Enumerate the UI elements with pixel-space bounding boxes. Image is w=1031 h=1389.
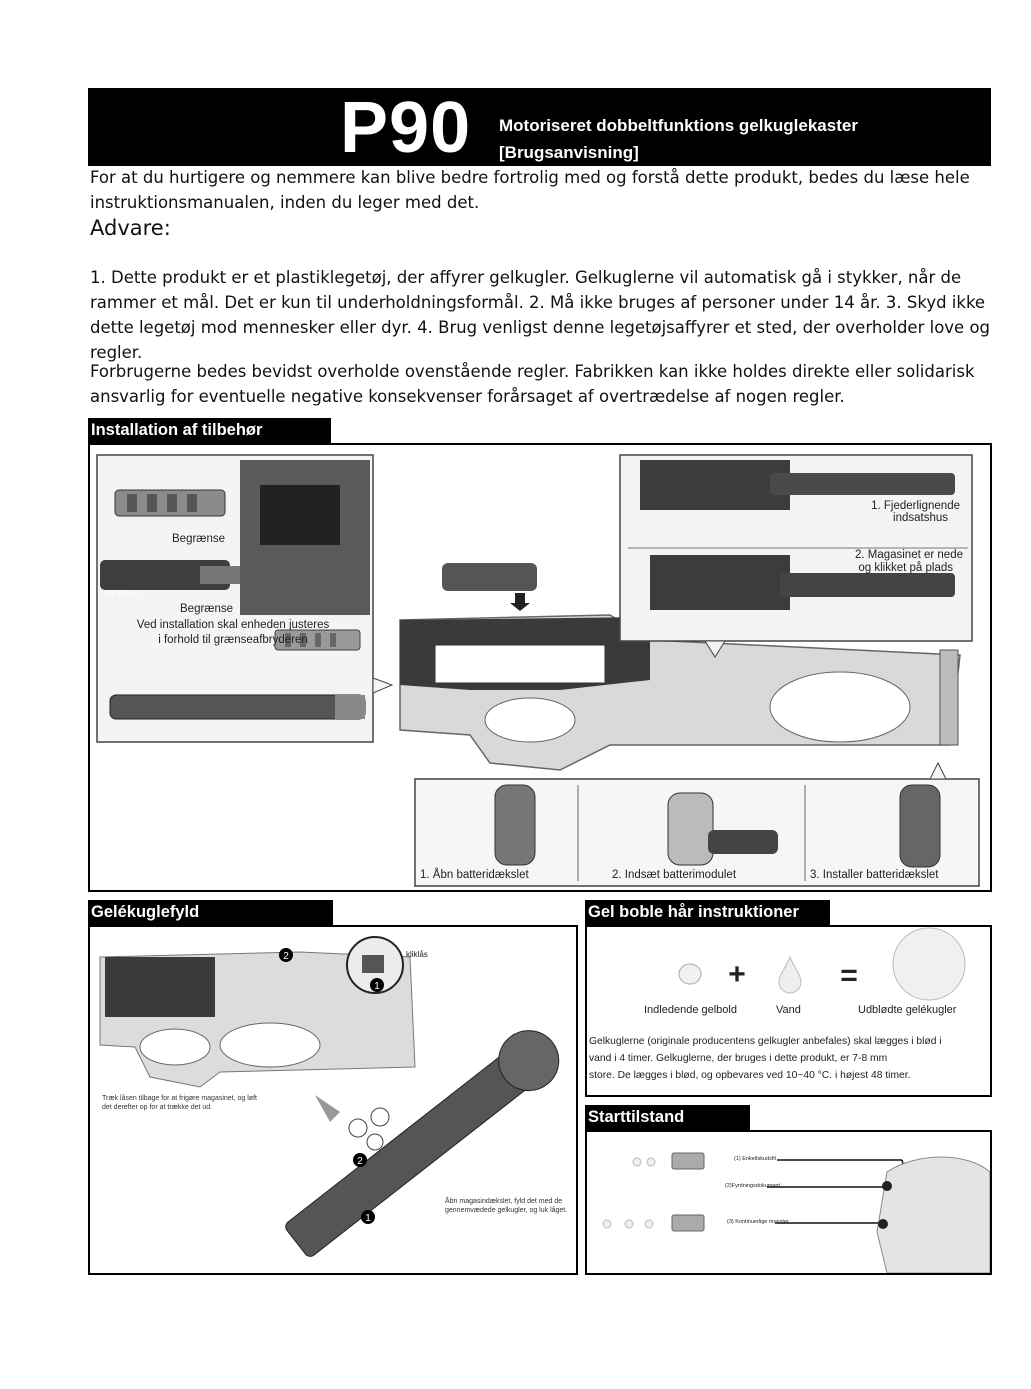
inset-pointer — [373, 678, 392, 693]
lock-label: kliklås — [406, 950, 428, 959]
bubble-diagram — [587, 927, 990, 1012]
limit-label-1: Begrænse — [172, 533, 226, 545]
single-shot-part-icon — [672, 1153, 704, 1169]
installation-panel — [88, 443, 992, 892]
battery-step-2: 2. Indsæt batterimodulet — [612, 869, 737, 881]
limit-label-2: Begrænse — [180, 603, 234, 615]
title-banner — [88, 88, 991, 166]
svg-text:2: 2 — [283, 951, 289, 962]
adjust-line-1: Ved installation skal enheden justeres — [136, 619, 330, 631]
bubble-panel — [585, 925, 992, 1097]
bubble-line-2: vand i 4 timer. Gelkuglerne, der bruges i dette produkt, er 7-8 mm — [589, 1053, 888, 1064]
bubble-line-1: Gelkuglerne (originale producentens gelkugler anbefales) skal lægges i blød i — [589, 1036, 942, 1047]
bubble-instructions — [589, 1033, 942, 1084]
battery-cover-close-icon — [900, 785, 940, 867]
equals-symbol: = — [840, 959, 858, 992]
soaked-gel-ball-icon — [893, 928, 965, 1000]
installation-heading: Installation af tilbehør — [88, 418, 331, 443]
scope-part — [442, 563, 537, 591]
start-heading: Starttilstand — [585, 1105, 750, 1130]
battery-cover-open-icon — [495, 785, 535, 865]
barrel-tip-icon — [100, 560, 240, 590]
barrel-tube-icon — [110, 695, 365, 719]
down-right-arrow-icon — [315, 1095, 340, 1122]
label-initial-gel: Indledende gelbold — [644, 1004, 737, 1016]
battery-step-3: 3. Installer batteridækslet — [810, 869, 939, 881]
compliance-paragraph: Forbrugerne bedes bevidst overholde ovenstående regler. Fabrikken kan ikke holdes direkte eller solidarisk ansvarlig for eventuelle negative konsekvenser forårsaget af overtrædelse af nogen regler. — [90, 362, 975, 406]
svg-text:1: 1 — [365, 1213, 371, 1224]
intro-paragraph: For at du hurtigere og nemmere kan blive bedre fortrolig med og forstå dette produkt, bedes du læse hele instruktionsmanualen, inden du leger med det. — [90, 168, 970, 212]
open-instruction: Åbn magasindækslet, fyld det med de gennemvædede gelkugler, og luk låget. — [445, 1198, 568, 1214]
gelfill-panel — [88, 925, 578, 1275]
bubble-line-3: store. De lægges i blød, og opbevares ved 10~40 °C. i højest 48 timer. — [589, 1070, 911, 1081]
gel-ball-2 — [371, 1108, 389, 1126]
initial-gel-ball-icon — [679, 964, 701, 984]
manual-subtitle — [499, 112, 858, 166]
svg-text:1: 1 — [374, 981, 380, 992]
magazine-part — [650, 555, 790, 610]
subtitle-line-2: [Brugsanvisning] — [499, 143, 639, 162]
down-arrow-icon — [510, 593, 530, 611]
warning-title: Advare: — [90, 216, 171, 240]
start-illustration — [587, 1132, 990, 1273]
callout-firing-document: (2)Fyrdningsdokument — [725, 1183, 781, 1189]
svg-text:2: 2 — [357, 1156, 363, 1167]
callout-continuous: (3) Kontinuerlige monster — [727, 1219, 789, 1225]
gel-ball-3 — [367, 1134, 383, 1150]
product-logo: P90 — [340, 88, 472, 168]
spring-housing-part — [640, 460, 790, 510]
adjust-line-2: i forhold til grænseafbryderen — [158, 634, 308, 646]
label-water: Vand — [776, 1004, 801, 1016]
gelfill-heading: Gelékuglefyld — [88, 900, 333, 925]
mag-line-1: 2. Magasinet er nede — [854, 549, 963, 561]
start-panel — [585, 1130, 992, 1275]
gel-ball-1 — [349, 1119, 367, 1137]
continuous-part-icon — [672, 1215, 704, 1231]
spring-line-1: 1. Fjederlignende — [871, 500, 960, 512]
tube-text: OF LIGHT — [106, 591, 139, 598]
mag-line-2: og klikket på plads — [858, 562, 953, 574]
bubble-heading: Gel boble hår instruktioner — [585, 900, 830, 925]
pull-instruction: Træk låsen tilbage for at frigøre magasinet, og løft det derefter op for at trække det ud. — [102, 1095, 257, 1111]
installation-illustration — [90, 445, 990, 890]
plus-symbol: + — [728, 958, 746, 991]
label-soaked-gel: Udblødte gelékugler — [858, 1004, 957, 1016]
subtitle-line-1: Motoriseret dobbeltfunktions gelkuglekaster — [499, 116, 858, 135]
battery-step-1: 1. Åbn batteridækslet — [420, 869, 529, 881]
spring-line-2: indsatshus — [893, 512, 948, 524]
water-drop-icon — [779, 957, 801, 993]
warning-paragraph: 1. Dette produkt er et plastiklegetøj, der affyrer gelkugler. Gelkuglerne vil automatisk gå i stykker, når de rammer et mål. Det er kun til underholdningsformål. 2. Må ikke bruges af personer under 14 år. 3. Skyd ikke dette legetøj mod mennesker eller dyr. 4. Brug venligst denne legetøjsaffyrer et sted, der overholder love og regler. — [90, 268, 991, 362]
muzzle-brake-icon — [115, 490, 225, 516]
callout-single-shot: (1) Enkeltskudsfil — [734, 1156, 776, 1162]
